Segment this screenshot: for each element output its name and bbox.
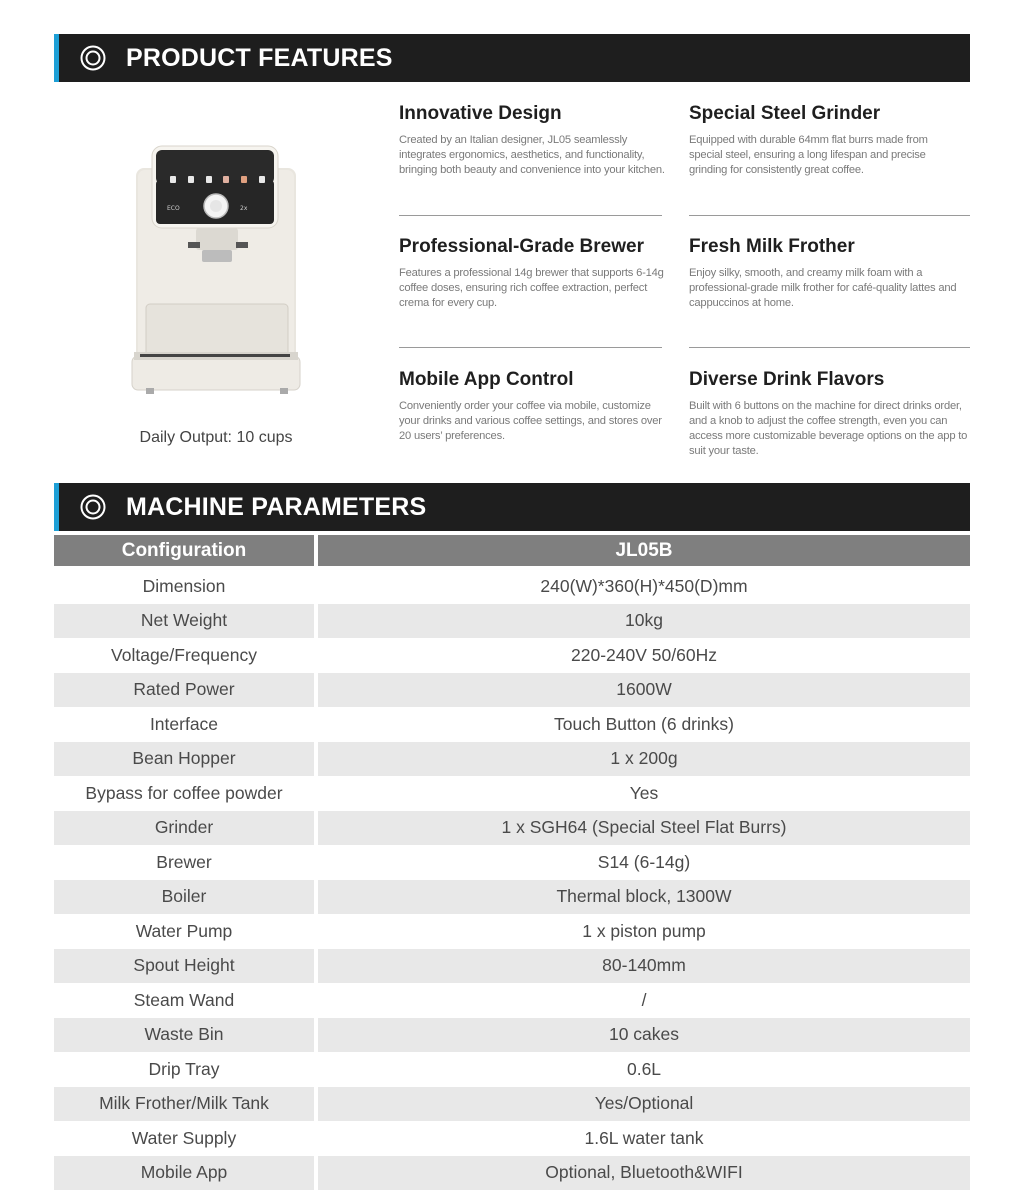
table-row (54, 914, 970, 949)
feature-title: Mobile App Control (399, 369, 574, 390)
feature-title: Fresh Milk Frother (689, 236, 855, 257)
param-value: 220-240V 50/60Hz (571, 644, 717, 665)
param-value: 1.6L water tank (584, 1127, 704, 1148)
table-row (54, 1052, 970, 1087)
param-name: Voltage/Frequency (111, 644, 257, 665)
feature-innovative-design (399, 103, 671, 178)
daily-output: Daily Output: 10 cups (139, 429, 293, 446)
table-row (54, 1156, 970, 1191)
param-value: 10kg (318, 604, 970, 639)
table-row (54, 742, 970, 777)
param-value: 1 x SGH64 (Special Steel Flat Burrs) (318, 811, 970, 846)
table-row (54, 1087, 970, 1122)
param-value: 1 x 200g (318, 742, 970, 777)
table-row (54, 811, 970, 846)
param-value: S14 (6-14g) (597, 851, 691, 872)
target-icon (80, 45, 106, 71)
table-header-row (54, 535, 970, 566)
divider (689, 215, 970, 216)
param-name: Steam Wand (133, 989, 235, 1010)
param-value: Thermal block, 1300W (318, 880, 970, 915)
feature-professional-grade-brewer (399, 236, 671, 311)
param-name: Brewer (156, 851, 212, 872)
svg-text:ECO: ECO (167, 205, 180, 212)
product-features-header (54, 34, 970, 82)
param-value: Yes (629, 782, 659, 803)
feature-title: Innovative Design (399, 103, 562, 124)
param-value: 80-140mm (318, 949, 970, 984)
feature-description: Features a professional 14g brewer that supports 6-14g coffee doses, ensuring rich coffee extraction, perfect crema for every cup. (399, 267, 664, 309)
feature-description: Conveniently order your coffee via mobile, customize your drinks and various coffee settings, and stores over 20 users’ preferences. (399, 400, 662, 442)
divider (399, 347, 662, 348)
table-row (54, 880, 970, 915)
feature-special-steel-grinder (689, 103, 961, 178)
table-row (54, 673, 970, 708)
feature-fresh-milk-frother (689, 236, 961, 311)
param-value: 1600W (318, 673, 970, 708)
param-value: 10 cakes (318, 1018, 970, 1053)
param-name: Grinder (54, 811, 314, 846)
feature-title: Special Steel Grinder (689, 103, 881, 124)
feature-description: Equipped with durable 64mm flat burrs made from special steel, ensuring a long lifespan and precise grinding for consistently great coffee. (689, 134, 928, 176)
param-name: Bypass for coffee powder (85, 782, 283, 803)
param-name: Rated Power (54, 673, 314, 708)
divider (689, 347, 970, 348)
param-name: Bean Hopper (54, 742, 314, 777)
param-value: Yes/Optional (318, 1087, 970, 1122)
param-value: 1 x piston pump (582, 920, 706, 941)
column-header: JL05B (318, 535, 970, 566)
feature-diverse-drink-flavors (689, 369, 971, 459)
table-row (54, 845, 970, 880)
table-row (54, 707, 970, 742)
table-row (54, 983, 970, 1018)
column-header: Configuration (54, 535, 314, 566)
param-value: 240(W)*360(H)*450(D)mm (540, 575, 748, 596)
param-value: 0.6L (626, 1058, 662, 1079)
machine-parameters-header (54, 483, 970, 531)
param-name: Milk Frother/Milk Tank (54, 1087, 314, 1122)
param-value: Touch Button (6 drinks) (554, 713, 734, 734)
feature-title: Diverse Drink Flavors (689, 369, 885, 390)
param-name: Water Supply (131, 1127, 237, 1148)
feature-description: Created by an Italian designer, JL05 seamlessly integrates ergonomics, aesthetics, and functionality, bringing both beauty and convenience into your kitchen. (399, 134, 665, 176)
table-row (54, 1018, 970, 1053)
param-name: Dimension (142, 575, 226, 596)
divider (399, 215, 662, 216)
product-image (120, 138, 320, 400)
param-value: / (641, 989, 647, 1010)
table-row (54, 776, 970, 811)
section-title: MACHINE PARAMETERS (126, 492, 427, 521)
feature-mobile-app-control (399, 369, 671, 444)
parameters-table (54, 535, 970, 1190)
param-name: Drip Tray (148, 1058, 220, 1079)
param-name: Waste Bin (54, 1018, 314, 1053)
section-title: PRODUCT FEATURES (126, 43, 393, 72)
param-value: Optional, Bluetooth&WIFI (318, 1156, 970, 1191)
feature-title: Professional-Grade Brewer (399, 236, 644, 257)
param-name: Net Weight (54, 604, 314, 639)
target-icon (80, 494, 106, 520)
feature-description: Built with 6 buttons on the machine for direct drinks order, and a knob to adjust the coffee strength, even you can access more customizable beverage options on the app to suit your taste. (689, 400, 968, 457)
table-row (54, 949, 970, 984)
table-row (54, 569, 970, 604)
table-row (54, 604, 970, 639)
param-name: Interface (149, 713, 219, 734)
svg-text:2x: 2x (240, 205, 248, 212)
table-row (54, 1121, 970, 1156)
param-name: Spout Height (54, 949, 314, 984)
feature-description: Enjoy silky, smooth, and creamy milk foam with a professional-grade milk frother for café-quality lattes and cappuccinos at home. (689, 267, 957, 309)
param-name: Boiler (54, 880, 314, 915)
param-name: Water Pump (135, 920, 233, 941)
param-name: Mobile App (54, 1156, 314, 1191)
table-row (54, 638, 970, 673)
